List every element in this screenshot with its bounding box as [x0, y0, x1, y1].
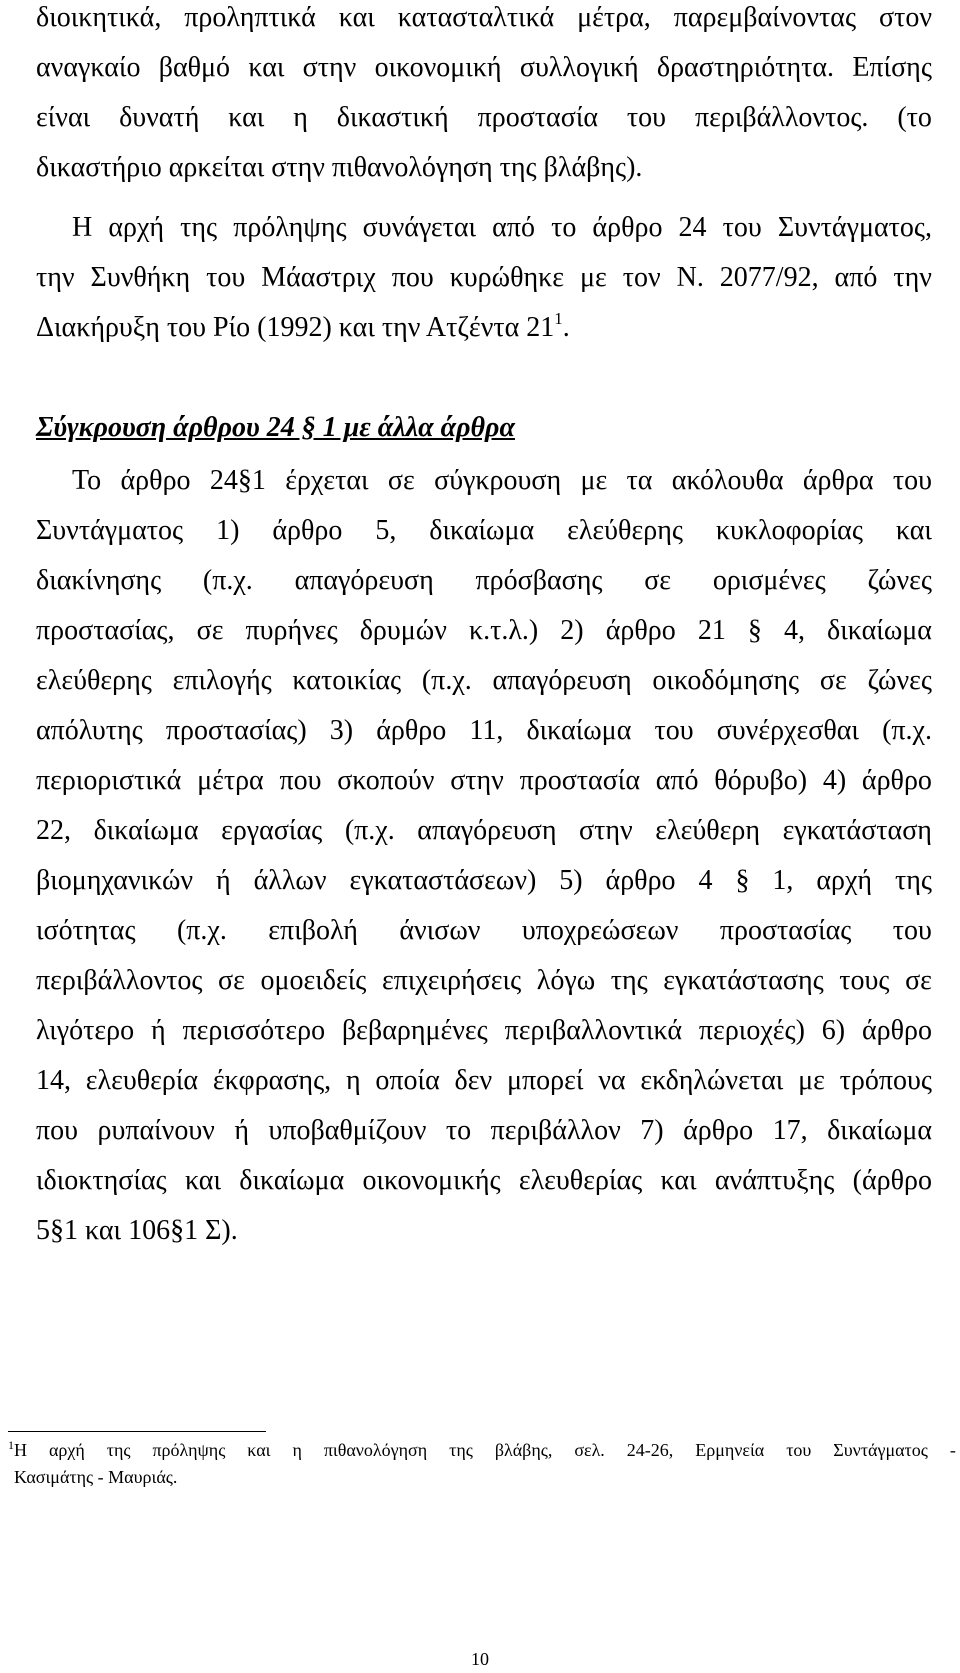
word: προληπτικά	[184, 2, 316, 33]
word: Συντάγματος,	[777, 212, 932, 243]
word: (π.χ.	[202, 565, 253, 596]
word: 1)	[216, 515, 240, 546]
word: Συντάγματος	[833, 1440, 928, 1460]
body-line-20	[36, 1014, 932, 1048]
word: ρυπαίνουν	[97, 1115, 215, 1146]
word: και	[660, 1165, 697, 1196]
word: του	[722, 212, 762, 243]
word: απαγόρευση	[417, 815, 557, 846]
word: του	[892, 465, 932, 496]
word: 5,	[375, 515, 397, 546]
word: η	[292, 1440, 302, 1460]
word: προστασίας	[719, 915, 852, 946]
word: πρόληψης	[152, 1440, 226, 1460]
word: κυρώθηκε	[449, 262, 564, 293]
word: Συνθήκη	[90, 262, 191, 293]
word: με	[579, 262, 607, 293]
word: μέτρα	[197, 765, 264, 796]
word: 4	[698, 865, 713, 896]
word: δρυμών	[359, 615, 447, 646]
word: πρόληψης	[233, 212, 347, 243]
word: αρχή	[108, 212, 165, 243]
word: της	[106, 1440, 131, 1460]
body-line-10	[36, 514, 932, 548]
word: πιθανολόγηση	[323, 1440, 428, 1460]
word: εγκατάσταση	[782, 815, 932, 846]
word: Ερμηνεία	[695, 1440, 765, 1460]
body-line-21	[36, 1064, 932, 1098]
word: οικονομική	[374, 52, 502, 83]
word: σε	[819, 665, 847, 696]
word: 11,	[469, 715, 504, 746]
body-line-22	[36, 1114, 932, 1148]
word: (άρθρο	[852, 1165, 932, 1196]
word: άλλων	[253, 865, 327, 896]
word: απαγόρευση	[294, 565, 434, 596]
word: ή	[234, 1115, 249, 1146]
word: συνέρχεσθαι	[716, 715, 859, 746]
word: υποβαθμίζουν	[268, 1115, 427, 1146]
word: σε	[644, 565, 672, 596]
word: κυκλοφορίας	[715, 515, 863, 546]
word: (το	[897, 102, 932, 133]
word: ελευθερία	[85, 1065, 199, 1096]
word: 7)	[640, 1115, 664, 1146]
word: σε	[905, 965, 932, 996]
word: 3)	[329, 715, 354, 746]
word: (π.χ.	[882, 715, 932, 746]
word: που	[391, 262, 434, 293]
word: την	[893, 262, 932, 293]
word: Συντάγματος	[36, 515, 184, 546]
word: άρθρο	[605, 865, 676, 896]
body-line-9	[72, 464, 932, 498]
word: Μάαστριχ	[261, 262, 376, 293]
body-line-6	[36, 261, 932, 295]
word: δικαίωμα	[827, 1115, 932, 1146]
word: οποία	[375, 1065, 440, 1096]
word: είναι	[36, 102, 91, 133]
word: εργασίας	[221, 815, 323, 846]
word: του	[206, 262, 246, 293]
word: του	[892, 915, 932, 946]
word: άνισων	[399, 915, 481, 946]
word: ακόλουθα	[671, 465, 784, 496]
word: 14,	[36, 1065, 71, 1096]
word: απόλυτης	[36, 715, 143, 746]
word: μέτρα,	[577, 2, 651, 33]
body-line-1	[36, 1, 932, 35]
word: βλάβης,	[494, 1440, 553, 1460]
word: επιχειρήσεις	[381, 965, 522, 996]
body-line-14	[36, 714, 932, 748]
word: προστασίας,	[36, 615, 175, 646]
word: βεβαρημένες	[341, 1015, 488, 1046]
word: αρχή	[816, 865, 873, 896]
word: εγκαταστάσεων)	[349, 865, 537, 896]
word: άρθρο	[592, 212, 663, 243]
word: άρθρο	[683, 1115, 754, 1146]
word: άρθρο	[272, 515, 343, 546]
word: σε	[387, 465, 415, 496]
footnote-line-1	[8, 1439, 956, 1461]
word: 24§1	[209, 465, 266, 496]
word: ζώνες	[867, 565, 932, 596]
word: έκφρασης,	[212, 1065, 332, 1096]
word: §	[735, 865, 750, 896]
body-line-19	[36, 964, 932, 998]
word: κατοικίας	[292, 665, 402, 696]
word: περισσότερο	[182, 1015, 326, 1046]
word: από	[492, 212, 535, 243]
word: περιβάλλοντος.	[694, 102, 869, 133]
word: 24-26,	[626, 1440, 674, 1460]
word: από	[834, 262, 878, 293]
word: με	[580, 465, 608, 496]
word: τον	[622, 262, 661, 293]
word: και	[895, 515, 932, 546]
word: κατασταλτικά	[397, 2, 555, 33]
word: και	[247, 1440, 271, 1460]
word: συνάγεται	[362, 212, 477, 243]
word: βιομηχανικών	[36, 865, 194, 896]
body-line-23	[36, 1164, 932, 1198]
word: τους	[839, 965, 890, 996]
body-line-3	[36, 101, 932, 135]
body-line-17	[36, 864, 932, 898]
word: επιλογής	[172, 665, 272, 696]
word: προστασίας)	[165, 715, 307, 746]
word: 2)	[560, 615, 584, 646]
word: άρθρο	[861, 765, 932, 796]
word: τρόπους	[839, 1065, 932, 1096]
word: το	[551, 212, 577, 243]
body-line-15	[36, 764, 932, 798]
word: το	[445, 1115, 472, 1146]
word: της	[180, 212, 218, 243]
word: Το	[72, 465, 102, 496]
body-line-7	[36, 311, 932, 345]
body-line-13	[36, 664, 932, 698]
word: ιδιοκτησίας	[36, 1165, 167, 1196]
word: διοικητικά,	[36, 2, 162, 33]
word: δικαίωμα	[429, 515, 535, 546]
word: στην	[302, 52, 357, 83]
word: (π.χ.	[421, 665, 472, 696]
word: που	[279, 765, 322, 796]
word: εγκατάστασης	[663, 965, 824, 996]
body-line-18	[36, 914, 932, 948]
word: 4,	[783, 615, 805, 646]
word: λιγότερο	[36, 1015, 135, 1046]
word: (π.χ.	[344, 815, 395, 846]
word: υποχρεώσεων	[521, 915, 679, 946]
word: 17,	[772, 1115, 808, 1146]
word: ελεύθερης	[567, 515, 683, 546]
word: 5)	[559, 865, 583, 896]
word: στον	[878, 2, 932, 33]
word: Επίσης	[852, 52, 932, 83]
word: άρθρα	[802, 465, 874, 496]
word: 24	[678, 212, 707, 243]
footnote-reference-suffix: .	[562, 312, 570, 343]
word: που	[36, 1115, 78, 1146]
word: στην	[579, 815, 633, 846]
section-heading: Σύγκρουση άρθρου 24 § 1 με άλλα άρθρα	[36, 412, 515, 443]
word: οικονομικής	[362, 1165, 501, 1196]
word: εκδηλώνεται	[640, 1065, 784, 1096]
word: άρθρο	[376, 715, 447, 746]
word: 22,	[36, 815, 71, 846]
word: οικοδόμησης	[652, 665, 800, 696]
body-line-24: 5§1 και 106§1 Σ).	[36, 1215, 238, 1246]
word: την	[36, 262, 75, 293]
word: με	[798, 1065, 825, 1096]
word: παρεμβαίνοντας	[673, 2, 857, 33]
word: η	[293, 102, 308, 133]
word: δικαίωμα	[526, 715, 632, 746]
word: θόρυβο)	[714, 765, 808, 796]
page-number: 10	[471, 1649, 489, 1669]
body-line-5	[72, 211, 932, 245]
word: ορισμένες	[712, 565, 826, 596]
word: άρθρο	[605, 615, 676, 646]
word: από	[655, 765, 699, 796]
word: ελεύθερης	[36, 665, 152, 696]
word: Η	[72, 212, 93, 243]
word: του	[654, 715, 694, 746]
word: της	[894, 865, 932, 896]
footnote-reference: 1	[554, 309, 563, 328]
footnote-marker: 1	[8, 1438, 14, 1452]
word: σκοπούν	[337, 765, 435, 796]
word: 2077/92,	[719, 262, 819, 293]
body-line-7-text: Διακήρυξη του Ρίο (1992) και την Ατζέντα 21	[36, 312, 555, 343]
word: προστασία	[519, 765, 640, 796]
word: σε	[196, 615, 224, 646]
body-line-2	[36, 51, 932, 85]
word: η	[345, 1065, 361, 1096]
word: ελεύθερη	[655, 815, 761, 846]
word: λόγω	[536, 965, 596, 996]
word: απαγόρευση	[492, 665, 632, 696]
word: συλλογική	[519, 52, 639, 83]
word: δικαίωμα	[239, 1165, 345, 1196]
word: της	[610, 965, 648, 996]
footnote-line-2: Κασιμάτης - Μαυριάς.	[14, 1467, 178, 1487]
word: του	[786, 1440, 812, 1460]
word: άρθρο	[120, 465, 191, 496]
word: σύγκρουση	[434, 465, 562, 496]
word: τα	[626, 465, 653, 496]
word: περιβάλλον	[490, 1115, 621, 1146]
word: προστασία	[477, 102, 599, 133]
word: $^1$Η	[8, 1438, 27, 1460]
body-line-4: δικαστήριο αρκείται στην πιθανολόγηση της βλάβης).	[36, 152, 643, 183]
word: δεν	[454, 1065, 493, 1096]
word: Ν.	[676, 262, 704, 293]
word: ζώνες	[867, 665, 932, 696]
word: και	[248, 52, 285, 83]
word: 6)	[821, 1015, 846, 1046]
word: να	[598, 1065, 626, 1096]
word: ελευθερίας	[518, 1165, 643, 1196]
word: διακίνησης	[36, 565, 162, 596]
word: και	[338, 2, 375, 33]
word: του	[626, 102, 667, 133]
word: 21	[697, 615, 726, 646]
footnote-separator	[8, 1431, 266, 1432]
word: ή	[216, 865, 231, 896]
word: δικαίωμα	[93, 815, 199, 846]
word: βαθμό	[158, 52, 231, 83]
word: δραστηριότητα.	[656, 52, 835, 83]
word: δυνατή	[119, 102, 200, 133]
word: επιβολή	[268, 915, 358, 946]
word: έρχεται	[285, 465, 369, 496]
word: πυρήνες	[245, 615, 338, 646]
word: ομοειδείς	[260, 965, 367, 996]
word: αρχή	[48, 1440, 85, 1460]
word: σε	[218, 965, 245, 996]
word: άρθρο	[861, 1015, 932, 1046]
word: πρόσβασης	[475, 565, 603, 596]
word: ανάπτυξης	[714, 1165, 835, 1196]
word: 1,	[772, 865, 794, 896]
body-line-11	[36, 564, 932, 598]
word: σελ.	[574, 1440, 605, 1460]
word: περιοχές)	[698, 1015, 805, 1046]
word: περιβαλλοντικά	[504, 1015, 683, 1046]
word: -	[949, 1440, 956, 1460]
body-line-12	[36, 614, 932, 648]
word: κ.τ.λ.)	[468, 615, 539, 646]
word: και	[184, 1165, 222, 1196]
word: αναγκαίο	[36, 52, 141, 83]
word: 4)	[822, 765, 847, 796]
word: ισότητας	[36, 915, 136, 946]
word: της	[449, 1440, 473, 1460]
word: περιβάλλοντος	[36, 965, 203, 996]
word: στην	[450, 765, 504, 796]
word: μπορεί	[506, 1065, 584, 1096]
word: §	[747, 615, 762, 646]
word: ή	[150, 1015, 166, 1046]
body-line-16	[36, 814, 932, 848]
word: περιοριστικά	[36, 765, 182, 796]
word: δικαστική	[336, 102, 449, 133]
word: (π.χ.	[176, 915, 227, 946]
word: και	[228, 102, 265, 133]
word: δικαίωμα	[827, 615, 932, 646]
